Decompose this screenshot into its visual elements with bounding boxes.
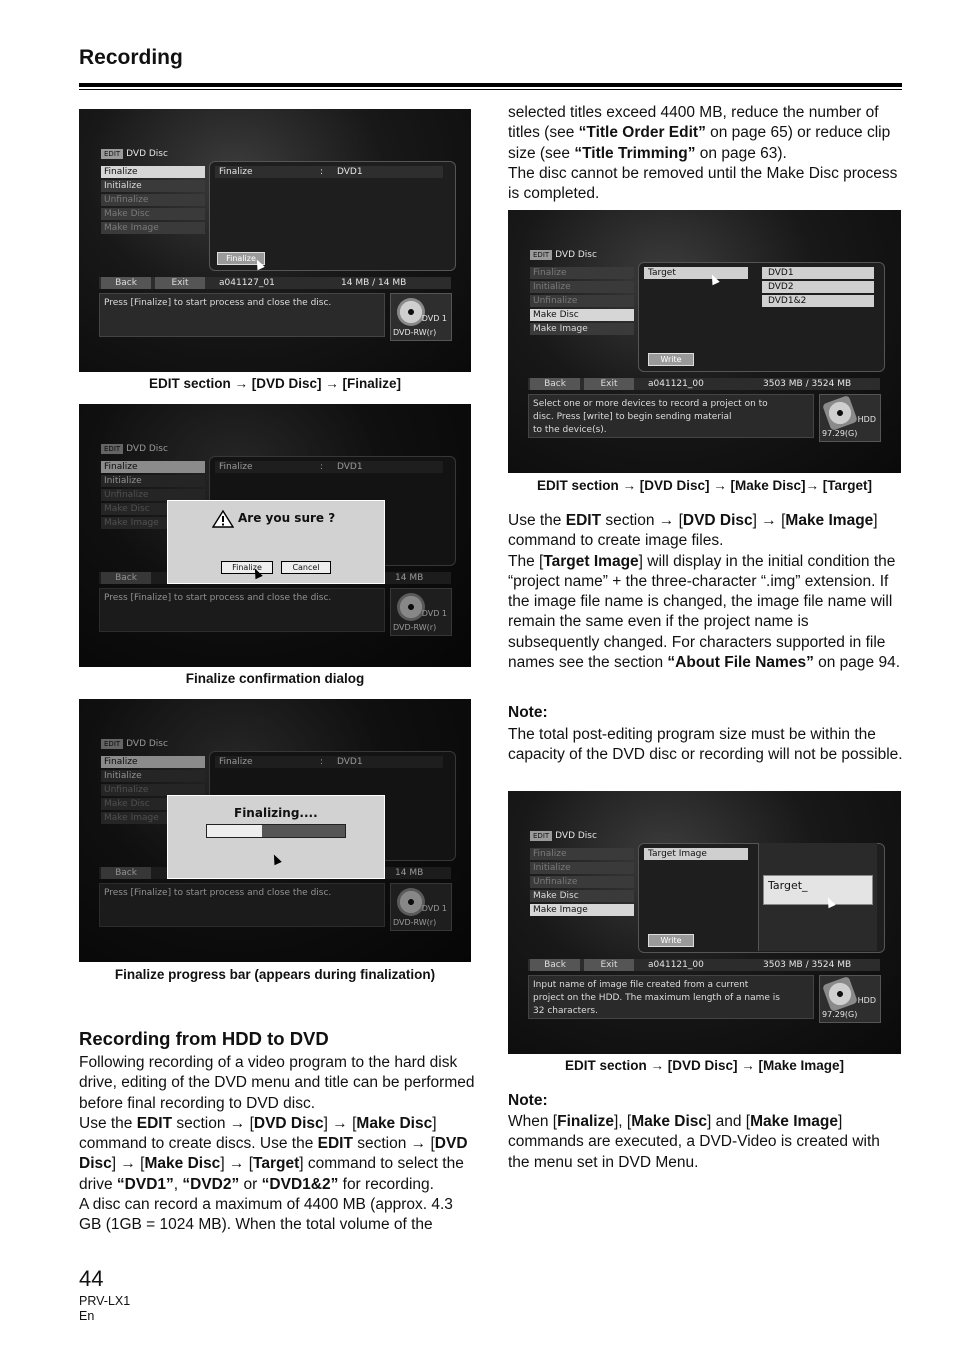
back-button[interactable]: Back xyxy=(530,378,580,390)
help-message: Press [Finalize] to start process and close the disc. xyxy=(99,883,385,927)
edit-section-label: EDIT DVD Disc xyxy=(530,831,597,841)
edit-section-label: EDIT DVD Disc xyxy=(101,739,168,749)
note-text: The total post-editing program size must be within the capacity of the DVD disc or recording will not be possible. xyxy=(508,726,903,764)
note-text: When [Finalize], [Make Disc] and [Make Image] commands are executed, a DVD-Video is created with the menu set in DVD Menu. xyxy=(508,1113,880,1171)
menu-item[interactable]: Initialize xyxy=(101,475,205,487)
project-name: a041127_01 xyxy=(219,278,275,288)
progress-screenshot xyxy=(79,699,471,962)
size-readout: 3503 MB / 3524 MB xyxy=(763,960,852,970)
menu-item[interactable]: Make Disc xyxy=(101,208,205,220)
menu-item[interactable]: Initialize xyxy=(101,770,205,782)
device-status: HDD 97.29(G) xyxy=(819,975,881,1023)
menu-item[interactable]: Initialize xyxy=(101,180,205,192)
note-heading: Note: xyxy=(508,1092,548,1109)
device-status: DVD 1 DVD-RW(r) xyxy=(390,293,452,341)
hdd-icon xyxy=(822,976,858,1012)
help-message: Input name of image file created from a current project on the HDD. The maximum length of a name is 32 characters. xyxy=(528,975,814,1019)
back-button[interactable]: Back xyxy=(530,959,580,971)
menu-list xyxy=(530,848,634,918)
status-bar xyxy=(99,277,451,289)
progress-fill xyxy=(207,825,262,837)
back-button[interactable]: Back xyxy=(101,277,151,289)
status-bar xyxy=(528,959,880,971)
caption-image: EDIT section → [DVD Disc] → [Make Image] xyxy=(564,1058,845,1073)
footer-info xyxy=(79,1294,130,1324)
finalize-button[interactable]: Finalize xyxy=(217,252,265,265)
page-header-title: Recording xyxy=(79,46,183,69)
caption-confirm: Finalize confirmation dialog xyxy=(185,671,365,686)
device-status: HDD 97.29(G) xyxy=(819,394,881,442)
write-button[interactable]: Write xyxy=(648,353,694,366)
caption-progress: Finalize progress bar (appears during finalization) xyxy=(114,967,436,982)
option-dvd1and2[interactable]: DVD1&2 xyxy=(762,295,874,307)
left-paragraphs xyxy=(79,1053,475,1236)
menu-item[interactable]: Initialize xyxy=(530,862,634,874)
menu-item[interactable]: Make Image xyxy=(101,812,205,824)
menu-item[interactable]: Initialize xyxy=(530,281,634,293)
edit-section-label: EDIT DVD Disc xyxy=(530,250,597,260)
image-name-input[interactable]: Target_ xyxy=(763,875,873,905)
help-message: Press [Finalize] to start process and close the disc. xyxy=(99,588,385,632)
finalize-field: Finalize : DVD1 xyxy=(215,166,443,178)
header-rule-thin xyxy=(79,89,902,90)
exit-button[interactable]: Exit xyxy=(584,378,634,390)
size-readout: 14 MB xyxy=(395,868,424,878)
finalize-screenshot xyxy=(79,109,471,372)
left-p3: A disc can record a maximum of 4400 MB (approx. 4.3 GB (1GB = 1024 MB). When the total volume of the xyxy=(79,1196,453,1234)
dialog-title: Finalizing.... xyxy=(234,806,318,820)
right-p1: selected titles exceed 4400 MB, reduce the number of titles (see “Title Order Edit” on page 65) or reduce clip size (see “Title Trimming” on page 63). xyxy=(508,104,891,162)
edit-section-label: EDIT DVD Disc xyxy=(101,444,168,454)
menu-item[interactable]: Finalize xyxy=(530,848,634,860)
menu-item[interactable]: Make Image xyxy=(101,222,205,234)
back-button[interactable]: Back xyxy=(101,867,151,879)
menu-item[interactable]: Finalize xyxy=(101,166,205,178)
menu-item[interactable]: Finalize xyxy=(530,267,634,279)
note-heading: Note: xyxy=(508,704,548,721)
dialog-cancel-button[interactable]: Cancel xyxy=(281,561,331,574)
menu-item[interactable]: Make Disc xyxy=(101,503,205,515)
write-button[interactable]: Write xyxy=(648,934,694,947)
menu-item[interactable]: Make Image xyxy=(530,323,634,335)
project-name: a041121_00 xyxy=(648,379,704,389)
option-dvd2[interactable]: DVD2 xyxy=(762,281,874,293)
right-p4: The [Target Image] will display in the initial condition the “project name” + the three-character “.img” extension. If the image file name is changed, the image file name will remain the same even if the project name is subsequently changed. For characters supported in file names see the section “About File Names” on page 94. xyxy=(508,552,901,672)
warning-icon xyxy=(212,510,234,528)
language-code: En xyxy=(79,1309,95,1323)
device-status: DVD 1 DVD-RW(r) xyxy=(390,883,452,931)
section-heading: Recording from HDD to DVD xyxy=(79,1028,329,1049)
image-screenshot xyxy=(508,791,901,1054)
confirm-screenshot xyxy=(79,404,471,667)
target-screenshot xyxy=(508,210,901,473)
model-name: PRV-LX1 xyxy=(79,1294,131,1308)
target-options xyxy=(762,267,874,309)
menu-item[interactable]: Make Disc xyxy=(101,798,205,810)
target-field[interactable]: Target xyxy=(644,267,748,279)
menu-item[interactable]: Finalize xyxy=(101,756,205,768)
menu-item[interactable]: Unfinalize xyxy=(530,876,634,888)
back-button[interactable]: Back xyxy=(101,572,151,584)
confirm-dialog xyxy=(167,500,385,584)
finalize-field: Finalize : DVD1 xyxy=(215,756,443,768)
menu-item[interactable]: Unfinalize xyxy=(101,489,205,501)
right-top-paragraphs xyxy=(508,103,904,204)
menu-item[interactable]: Make Image xyxy=(530,904,634,916)
menu-item[interactable]: Unfinalize xyxy=(101,784,205,796)
device-status: DVD 1 DVD-RW(r) xyxy=(390,588,452,636)
finalize-field: Finalize : DVD1 xyxy=(215,461,443,473)
menu-list xyxy=(101,166,205,236)
project-name: a041121_00 xyxy=(648,960,704,970)
help-message: Press [Finalize] to start process and close the disc. xyxy=(99,293,385,337)
right-p2: The disc cannot be removed until the Make Disc process is completed. xyxy=(508,164,898,203)
menu-list xyxy=(530,267,634,337)
size-readout: 14 MB xyxy=(395,573,424,583)
caption-finalize: EDIT section → [DVD Disc] → [Finalize] xyxy=(148,376,402,391)
menu-item[interactable]: Make Disc xyxy=(530,309,634,321)
size-readout: 3503 MB / 3524 MB xyxy=(763,379,852,389)
exit-button[interactable]: Exit xyxy=(584,959,634,971)
exit-button[interactable]: Exit xyxy=(155,277,205,289)
status-bar xyxy=(528,378,880,390)
caption-target: EDIT section → [DVD Disc] → [Make Disc]→ [Target] xyxy=(536,478,873,493)
dialog-finalize-button[interactable]: Finalize xyxy=(221,561,273,574)
dialog-title: Are you sure ? xyxy=(238,511,336,525)
option-dvd1[interactable]: DVD1 xyxy=(762,267,874,279)
progress-bar xyxy=(206,824,346,838)
header-rule xyxy=(79,83,902,87)
help-message: Select one or more devices to record a project on to disc. Press [write] to begin sending material to the device(s). xyxy=(528,394,814,438)
hdd-icon xyxy=(822,395,858,431)
target-image-field[interactable]: Target Image xyxy=(644,848,748,860)
right-mid-paragraphs xyxy=(508,511,904,673)
edit-section-label: EDIT DVD Disc xyxy=(101,149,168,159)
menu-item[interactable]: Finalize xyxy=(101,461,205,473)
menu-item[interactable]: Unfinalize xyxy=(101,194,205,206)
cursor-icon xyxy=(270,853,281,865)
menu-item[interactable]: Unfinalize xyxy=(530,295,634,307)
menu-item[interactable]: Make Image xyxy=(101,517,205,529)
size-readout: 14 MB / 14 MB xyxy=(341,278,407,288)
page-number: 44 xyxy=(79,1266,104,1291)
left-p2: Use the EDIT section → [DVD Disc] → [Make Disc] command to create discs. Use the EDIT section → [DVD Disc] → [Make Disc] → [Target] command to select the drive “DVD1”, “DVD2” or “DVD1&2” for recording. xyxy=(79,1114,468,1193)
menu-item[interactable]: Make Disc xyxy=(530,890,634,902)
progress-dialog xyxy=(167,795,385,879)
right-p3: Use the EDIT section → [DVD Disc] → [Make Image] command to create image files. xyxy=(508,512,878,550)
name-input-panel xyxy=(758,843,877,951)
left-p1: Following recording of a video program to the hard disk drive, editing of the DVD menu and title can be performed before final recording to DVD disc. xyxy=(79,1054,475,1112)
